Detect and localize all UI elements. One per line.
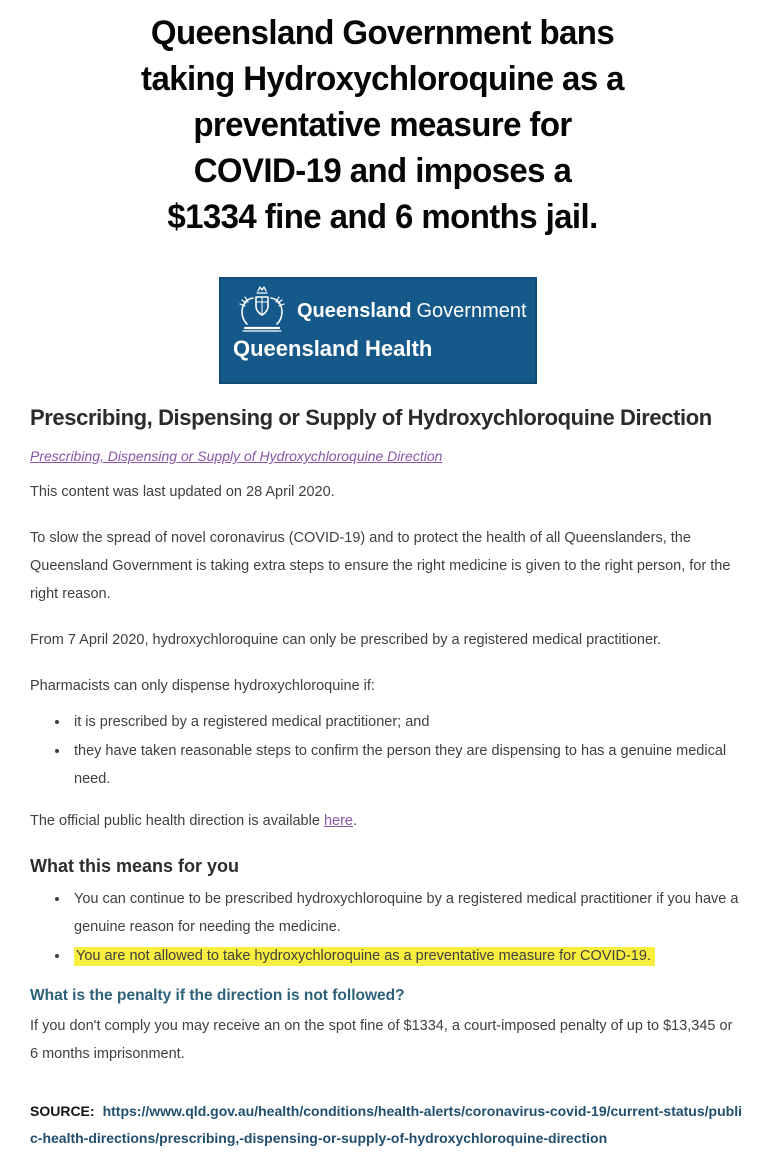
from-date-paragraph: From 7 April 2020, hydroxychloroquine can only be prescribed by a registered medical practitioner. [30, 632, 662, 648]
source-line [30, 1098, 743, 1152]
official-direction-prefix: The official public health direction is available [30, 813, 324, 829]
qld-coat-of-arms-icon [231, 284, 293, 341]
penalty-heading: What is the penalty if the direction is not followed? [30, 987, 405, 1004]
list-item: • it is prescribed by a registered medical practitioner; and [70, 708, 743, 736]
pharmacists-intro: Pharmacists can only dispense hydroxychloroquine if: [30, 678, 375, 694]
penalty-paragraph: If you don't comply you may receive an on the spot fine of $1334, a court-imposed penalty of up to $13,345 or 6 months imprisonment. [30, 1018, 733, 1062]
article-body [30, 405, 743, 1152]
official-direction-suffix: . [352, 813, 357, 829]
logo-brand-government: Government [416, 300, 527, 322]
headline-line: taking Hydroxychloroquine as a [141, 60, 624, 98]
highlighted-text: You are not allowed to take hydroxychloroquine as a preventative measure for COVID-19. [74, 947, 655, 966]
what-this-means-heading: What this means for you [30, 856, 240, 876]
here-link[interactable]: here [323, 813, 353, 829]
means-bullet-list [30, 885, 743, 970]
official-direction-paragraph [30, 807, 743, 835]
list-item: • they have taken reasonable steps to confirm the person they are dispensing to has a genuine medical need. [70, 737, 743, 793]
list-item-highlighted [70, 942, 743, 970]
headline-line: preventative measure for [193, 106, 572, 144]
pharmacist-bullet-list [30, 708, 743, 793]
headline-line: Queensland Government bans [150, 14, 615, 52]
logo-brand-queensland: Queensland [297, 300, 412, 322]
page-title: Prescribing, Dispensing or Supply of Hydroxychloroquine Direction [30, 405, 712, 430]
source-label: SOURCE: [30, 1103, 95, 1119]
breadcrumb-link[interactable]: Prescribing, Dispensing or Supply of Hydroxychloroquine Direction [30, 448, 443, 464]
last-updated-text: This content was last updated on 28 April 2020. [30, 484, 335, 500]
list-item: • You can continue to be prescribed hydroxychloroquine by a registered medical practitioner if you have a genuine reason for needing the medicine. [70, 885, 743, 941]
intro-paragraph: To slow the spread of novel coronavirus (COVID-19) and to protect the health of all Queenslanders, the Queensland Government is taking extra steps to ensure the right medicine is given to the right person, for the right reason. [30, 530, 731, 602]
headline-line: $1334 fine and 6 months jail. [167, 198, 598, 236]
logo-department-name: Queensland Health [233, 336, 433, 361]
logo-brand-line [297, 300, 527, 323]
headline-line: COVID-19 and imposes a [193, 152, 572, 190]
meme-headline [0, 0, 765, 240]
source-url: https://www.qld.gov.au/health/conditions/health-alerts/coronavirus-covid-19/current-status/public-health-directions/prescribing,-dispensing-or-supply-of-hydroxychloroquine-direction [30, 1103, 742, 1146]
qld-government-logo [219, 277, 537, 384]
